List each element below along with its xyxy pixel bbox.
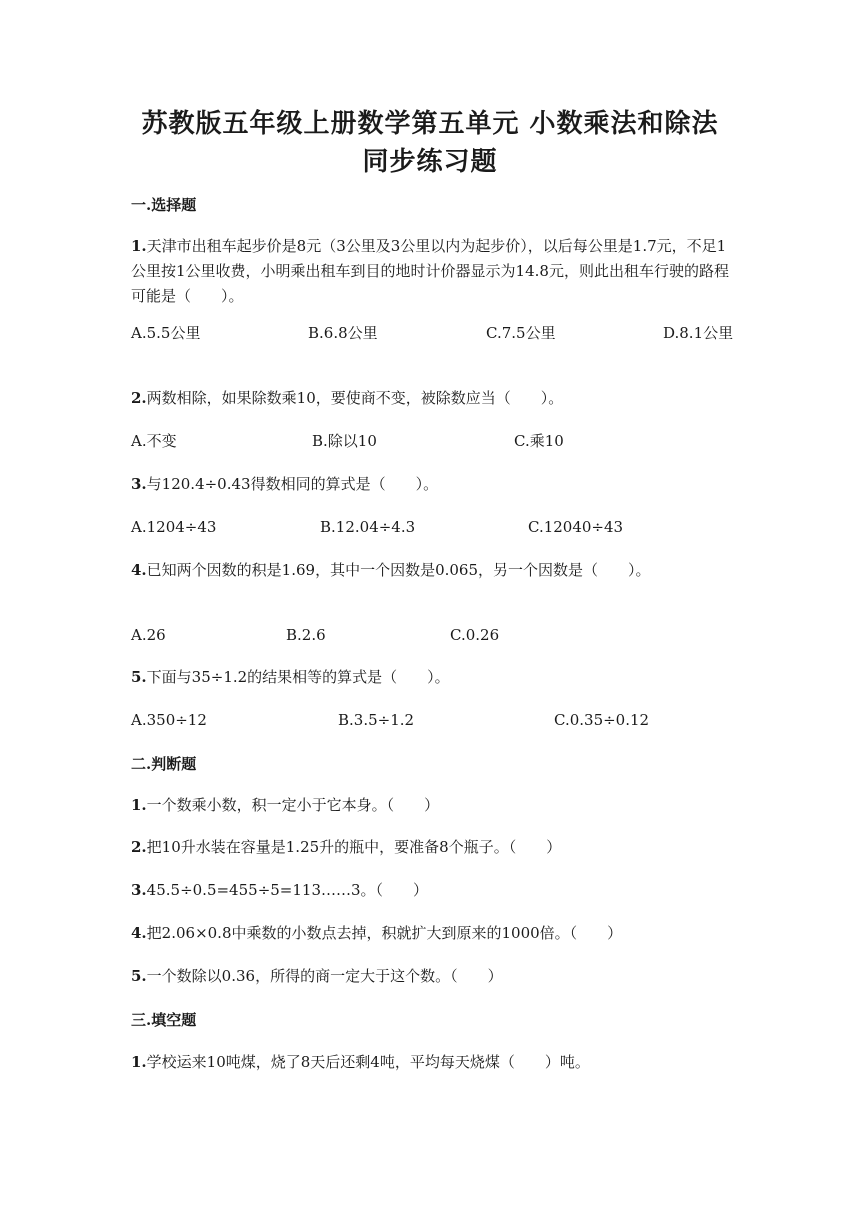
question-text: 天津市出租车起步价是8元（3公里及3公里以内为起步价），以后每公里是1.7元，不足1公里按1公里收费，小明乘出租车到目的地时计价器显示为14.8元，则此出租车行驶的路程可能是（ ）。 <box>131 237 729 305</box>
option-c: C.乘10 <box>514 432 564 450</box>
question-item <box>131 964 731 989</box>
option-c: C.7.5公里 <box>486 324 556 342</box>
option-row <box>131 515 731 541</box>
option-a: A.26 <box>131 626 166 644</box>
question-item <box>131 665 731 690</box>
question-number: 1. <box>131 237 147 255</box>
option-row <box>131 321 734 347</box>
question-number: 4. <box>131 924 147 942</box>
question-number: 1. <box>131 796 147 814</box>
question-item <box>131 234 731 309</box>
section-heading-judgement: 二.判断题 <box>131 755 197 773</box>
option-a: A.不变 <box>131 432 177 450</box>
question-number: 5. <box>131 668 147 686</box>
question-text: 下面与35÷1.2的结果相等的算式是（ ）。 <box>146 668 450 686</box>
question-item <box>131 878 731 903</box>
question-item <box>131 386 731 411</box>
section-heading-choice: 一.选择题 <box>131 196 197 214</box>
option-c: C.12040÷43 <box>528 518 624 536</box>
question-item <box>131 921 731 946</box>
option-a: A.350÷12 <box>131 711 207 729</box>
option-row <box>131 708 731 734</box>
option-b: B.3.5÷1.2 <box>338 711 415 729</box>
question-text: 已知两个因数的积是1.69，其中一个因数是0.065，另一个因数是（ ）。 <box>146 561 651 579</box>
question-item <box>131 793 731 818</box>
option-b: B.2.6 <box>286 626 326 644</box>
option-d: D.8.1公里 <box>663 324 734 342</box>
question-number: 2. <box>131 389 147 407</box>
option-b: B.12.04÷4.3 <box>320 518 416 536</box>
question-text: 把10升水装在容量是1.25升的瓶中，要准备8个瓶子。（ ） <box>146 838 562 856</box>
question-item <box>131 558 661 583</box>
question-number: 2. <box>131 838 147 856</box>
question-text: 与120.4÷0.43得数相同的算式是（ ）。 <box>146 475 439 493</box>
option-b: B.除以10 <box>312 432 377 450</box>
question-number: 3. <box>131 475 147 493</box>
question-number: 5. <box>131 967 147 985</box>
question-item <box>131 835 731 860</box>
question-item <box>131 472 731 497</box>
question-number: 1. <box>131 1053 147 1071</box>
document-title: 苏教版五年级上册数学第五单元 小数乘法和除法 <box>141 109 719 139</box>
question-text: 一个数除以0.36，所得的商一定大于这个数。（ ） <box>146 967 503 985</box>
question-text: 把2.06×0.8中乘数的小数点去掉，积就扩大到原来的1000倍。（ ） <box>146 924 623 942</box>
section-heading-fill: 三.填空题 <box>131 1011 197 1029</box>
question-number: 3. <box>131 881 147 899</box>
option-c: C.0.35÷0.12 <box>554 711 650 729</box>
question-text: 学校运来10吨煤，烧了8天后还剩4吨，平均每天烧煤（ ）吨。 <box>146 1053 590 1071</box>
document-subtitle: 同步练习题 <box>362 147 498 177</box>
option-row <box>131 623 731 649</box>
option-a: A.5.5公里 <box>131 324 201 342</box>
question-item <box>131 1050 731 1075</box>
question-text: 两数相除，如果除数乘10，要使商不变，被除数应当（ ）。 <box>146 389 564 407</box>
option-a: A.1204÷43 <box>131 518 217 536</box>
question-text: 45.5÷0.5=455÷5=113……3。（ ） <box>146 881 429 899</box>
option-c: C.0.26 <box>450 626 500 644</box>
option-row <box>131 429 731 455</box>
question-number: 4. <box>131 561 147 579</box>
question-text: 一个数乘小数，积一定小于它本身。（ ） <box>146 796 440 814</box>
option-b: B.6.8公里 <box>308 324 378 342</box>
